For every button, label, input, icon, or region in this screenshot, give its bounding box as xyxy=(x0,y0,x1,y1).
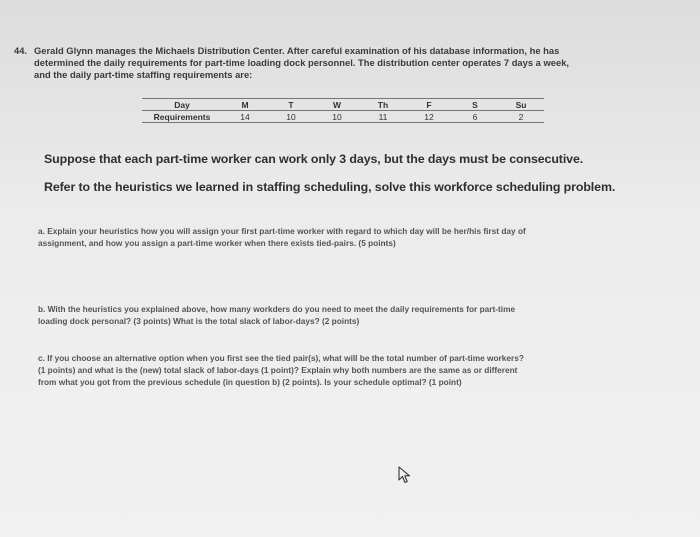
statement-consecutive-days: Suppose that each part-time worker can work only 3 days, but the days must be consecutive. xyxy=(44,152,584,166)
table-day-f: F xyxy=(406,99,452,111)
part-a-line-1: a. Explain your heuristics how you will assign your first part-time worker with regard to which day will be her/his first day of xyxy=(38,226,526,236)
table-cell: 2 xyxy=(498,111,544,123)
table-header-row xyxy=(142,99,544,111)
part-c-line-2: (1 points) and what is the (new) total slack of labor-days (1 point)? Explain why both numbers are the same as or different xyxy=(38,365,518,375)
table-day-t: T xyxy=(268,99,314,111)
table-day-s: S xyxy=(452,99,498,111)
table-day-m: M xyxy=(222,99,268,111)
table-row-label: Requirements xyxy=(142,111,222,123)
table-cell: 12 xyxy=(406,111,452,123)
part-b xyxy=(38,303,658,327)
question-intro xyxy=(14,45,664,81)
question-line-2: determined the daily requirements for part-time loading dock personnel. The distribution center operates 7 days a week, xyxy=(34,57,570,68)
question-line-3: and the daily part-time staffing requirements are: xyxy=(34,69,253,80)
table-cell: 14 xyxy=(222,111,268,123)
table-day-w: W xyxy=(314,99,360,111)
part-c-line-3: from what you got from the previous schedule (in question b) (2 points). Is your schedule optimal? (1 point) xyxy=(38,377,462,387)
table-header-day: Day xyxy=(142,99,222,111)
table-cell: 10 xyxy=(314,111,360,123)
table-cell: 6 xyxy=(452,111,498,123)
part-a-line-2: assignment, and how you assign a part-time worker when there exists tied-pairs. (5 points) xyxy=(38,238,396,248)
table-cell: 11 xyxy=(360,111,406,123)
arrow-cursor-icon xyxy=(398,466,412,489)
table-requirements-row xyxy=(142,111,544,123)
question-line-1: Gerald Glynn manages the Michaels Distribution Center. After careful examination of his database information, he has xyxy=(34,45,560,56)
part-b-line-1: b. With the heuristics you explained above, how many workders do you need to meet the daily requirements for part-time xyxy=(38,304,516,314)
requirements-table xyxy=(142,98,544,123)
part-b-line-2: loading dock personal? (3 points) What is the total slack of labor-days? (2 points) xyxy=(38,316,360,326)
part-c-line-1: c. If you choose an alternative option when you first see the tied pair(s), what will be the total number of part-time workers? xyxy=(38,353,524,363)
question-number: 44. xyxy=(14,45,28,56)
table-cell: 10 xyxy=(268,111,314,123)
part-a xyxy=(38,225,658,249)
part-c xyxy=(38,352,658,388)
table-day-su: Su xyxy=(498,99,544,111)
table-day-th: Th xyxy=(360,99,406,111)
statement-heuristics: Refer to the heuristics we learned in staffing scheduling, solve this workforce scheduling problem. xyxy=(44,180,616,194)
